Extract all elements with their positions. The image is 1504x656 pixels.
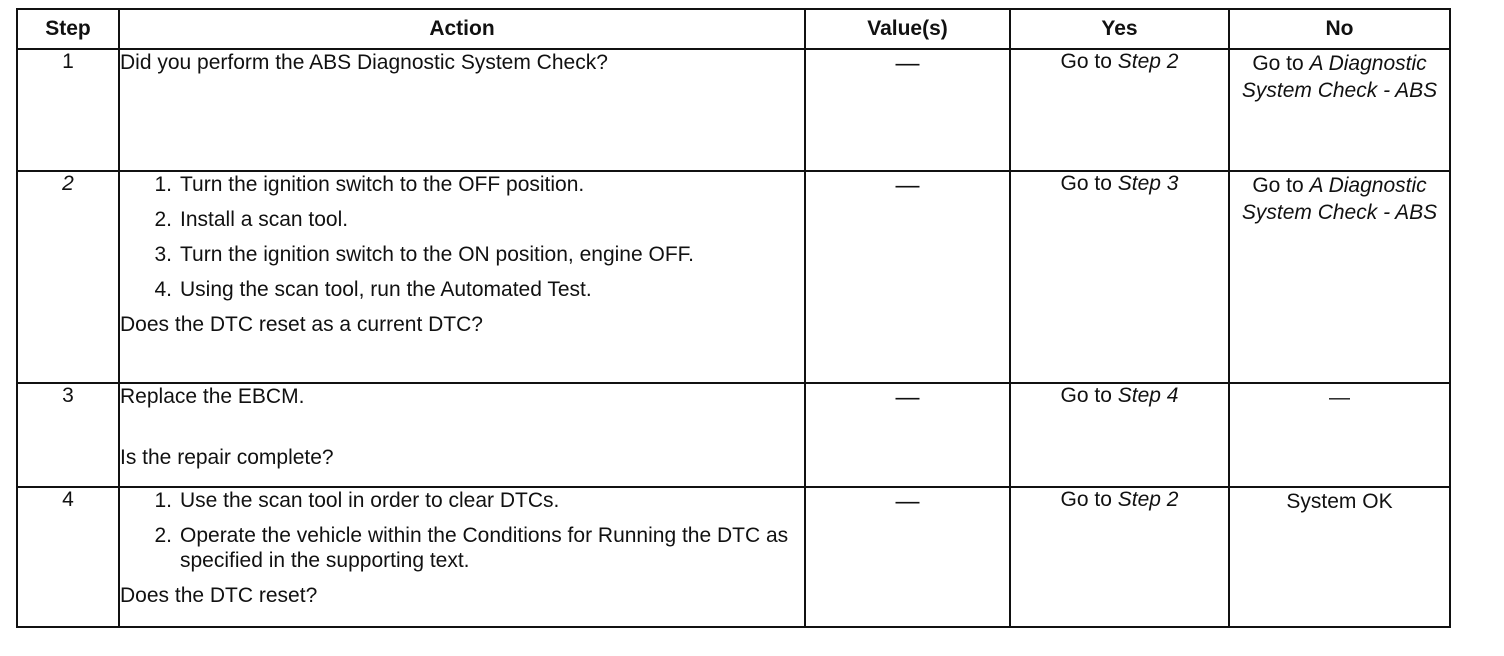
yes-cell: Go to Step 2 <box>1010 49 1229 171</box>
action-statement: Replace the EBCM. <box>120 385 305 408</box>
table-row <box>17 487 1450 627</box>
value-cell: — <box>805 487 1010 627</box>
step-number: 4 <box>17 487 119 627</box>
header-values: Value(s) <box>805 9 1010 49</box>
action-steps <box>120 172 804 302</box>
action-question: Does the DTC reset as a current DTC? <box>120 313 483 336</box>
yes-link[interactable]: Step 4 <box>1117 384 1179 407</box>
yes-cell: Go to Step 4 <box>1010 383 1229 487</box>
table-row <box>17 49 1450 171</box>
action-step-item: 1. Turn the ignition switch to the OFF position. <box>154 173 585 196</box>
yes-cell: Go to Step 2 <box>1010 487 1229 627</box>
header-action: Action <box>119 9 805 49</box>
action-cell <box>119 49 805 171</box>
yes-link[interactable]: Step 2 <box>1117 50 1179 73</box>
step-number: 3 <box>17 383 119 487</box>
value-cell: — <box>805 171 1010 383</box>
header-step: Step <box>17 9 119 49</box>
yes-link[interactable]: Step 2 <box>1117 488 1179 511</box>
action-question: Does the DTC reset? <box>120 584 318 607</box>
no-link[interactable]: A Diagnostic System Check - ABS <box>1241 174 1438 224</box>
diagnostic-table <box>16 8 1451 628</box>
action-cell <box>119 171 805 383</box>
step-number: 2 <box>17 171 119 383</box>
action-cell <box>119 487 805 627</box>
no-link[interactable]: A Diagnostic System Check - ABS <box>1241 52 1438 102</box>
value-cell: — <box>805 49 1010 171</box>
action-question: Did you perform the ABS Diagnostic System Check? <box>120 51 608 74</box>
no-cell: Go to A Diagnostic System Check - ABS <box>1229 171 1450 383</box>
no-cell: System OK <box>1229 487 1450 627</box>
action-step-item: 4. Using the scan tool, run the Automated Test. <box>154 278 592 301</box>
header-yes: Yes <box>1010 9 1229 49</box>
action-step-item: 2. Operate the vehicle within the Conditions for Running the DTC as specified in the supporting text. <box>154 524 789 572</box>
table-row <box>17 383 1450 487</box>
action-step-item: 1. Use the scan tool in order to clear DTCs. <box>154 489 560 512</box>
value-cell: — <box>805 383 1010 487</box>
no-cell: — <box>1229 383 1450 487</box>
yes-cell: Go to Step 3 <box>1010 171 1229 383</box>
action-steps <box>120 488 804 573</box>
no-cell: Go to A Diagnostic System Check - ABS <box>1229 49 1450 171</box>
action-question: Is the repair complete? <box>120 446 334 469</box>
yes-link[interactable]: Step 3 <box>1117 172 1179 195</box>
action-step-item: 2. Install a scan tool. <box>154 208 349 231</box>
table-header-row <box>17 9 1450 49</box>
table-row <box>17 171 1450 383</box>
step-number: 1 <box>17 49 119 171</box>
header-no: No <box>1229 9 1450 49</box>
action-cell <box>119 383 805 487</box>
action-step-item: 3. Turn the ignition switch to the ON position, engine OFF. <box>154 243 694 266</box>
